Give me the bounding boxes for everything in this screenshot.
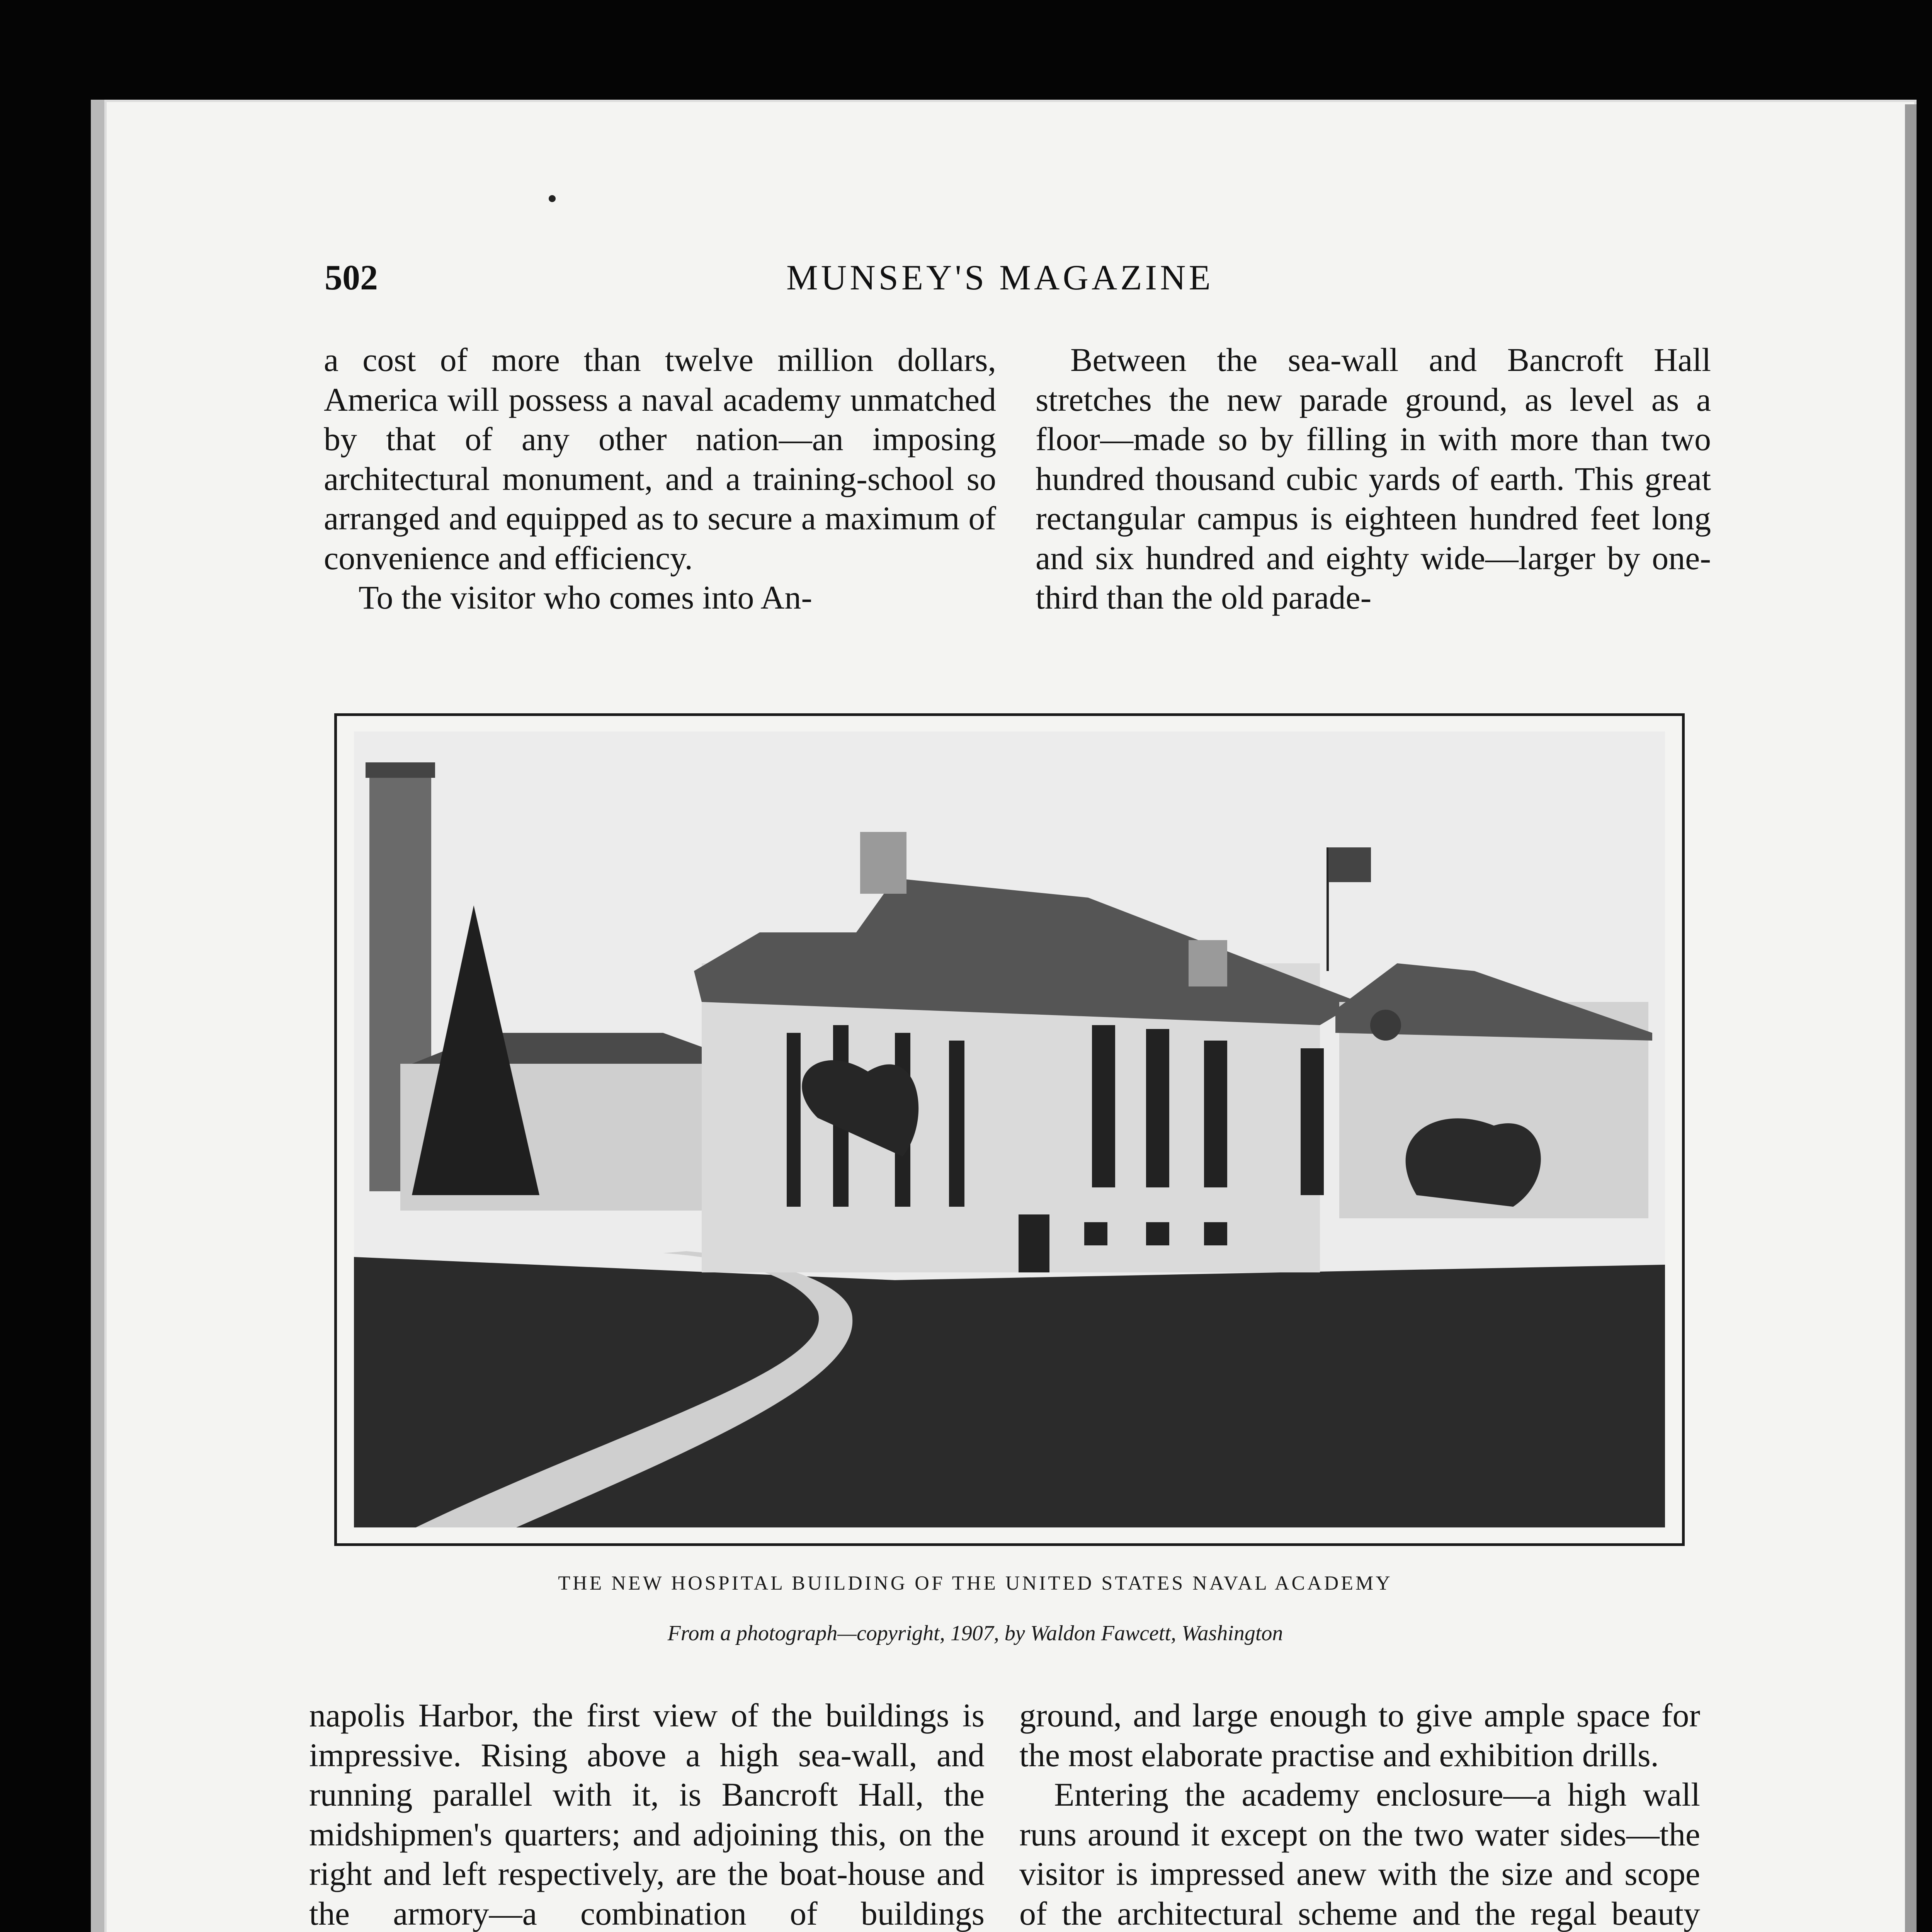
running-head: MUNSEY'S MAGAZINE	[786, 258, 1214, 297]
bottom-left-column	[309, 1696, 985, 1932]
ink-speck	[549, 195, 556, 202]
bottom-right-column	[1019, 1696, 1700, 1932]
photo-illustration	[354, 731, 1665, 1527]
paragraph: napolis Harbor, the first view of the buildings is impressive. Rising above a high sea-wall, and running parallel with it, is Bancroft Hall, the midshipmen's quarters; and adjoining this, on the right and left respectively, are the boat-house and the armory—a combination of buildings	[309, 1697, 985, 1932]
paragraph: Entering the academy enclosure—a high wall runs around it except on the two water sides—the visitor is impressed anew with the size and scope of the architectural scheme and the regal beauty	[1019, 1776, 1700, 1932]
paragraph: Between the sea-wall and Bancroft Hall stretches the new parade ground, as level as a floor—made so by filling in with more than two hundred thousand cubic yards of earth. This great rectangular campus is eighteen hundred feet long and six hundred and eighty wide—larger by one-third than the old parade-	[1036, 341, 1711, 616]
paragraph: a cost of more than twelve million dollars, America will possess a naval academy unmatched by that of any other nation—an imposing architectural monument, and a training-school so arranged and equipped as to secure a maximum of convenience and efficiency.	[324, 341, 996, 577]
paragraph: ground, and large enough to give ample space for the most elaborate practise and exhibition drills.	[1019, 1697, 1700, 1774]
figure-credit: From a photograph—copyright, 1907, by Waldon Fawcett, Washington	[667, 1621, 1283, 1645]
hospital-building-photo	[354, 731, 1665, 1527]
figure-frame	[334, 713, 1685, 1546]
figure-caption: THE NEW HOSPITAL BUILDING OF THE UNITED STATES NAVAL ACADEMY	[558, 1572, 1393, 1594]
top-right-column	[1036, 340, 1711, 617]
page-number: 502	[325, 258, 378, 297]
paragraph: To the visitor who comes into An-	[359, 579, 812, 616]
top-left-column	[324, 340, 996, 617]
page-edge-right	[1905, 104, 1917, 1932]
